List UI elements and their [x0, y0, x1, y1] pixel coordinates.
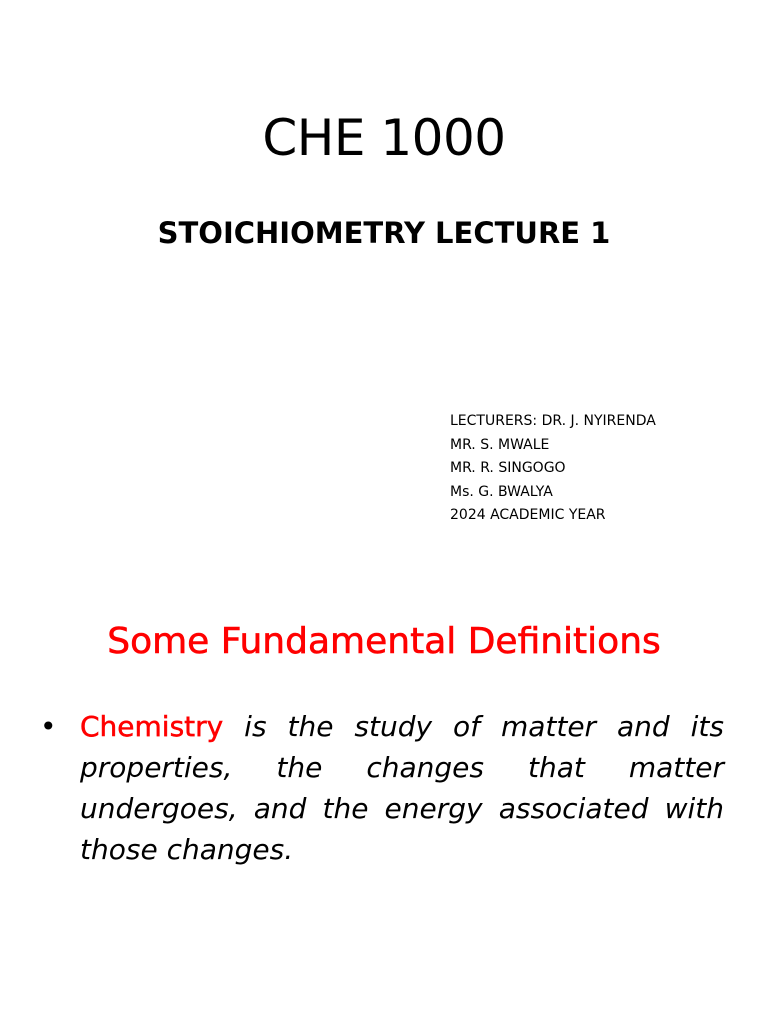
list-item — [40, 706, 724, 870]
definition-term: Chemistry — [80, 710, 224, 743]
definition-list — [40, 706, 724, 870]
lecturer-list — [450, 410, 656, 528]
lecturer-line: Ms. G. BWALYA — [450, 483, 553, 500]
definition-text: is the study of matter and its properties, the changes that matter undergoes, and the energy associated with those changes. — [80, 710, 724, 866]
lecture-title: STOICHIOMETRY LECTURE 1 — [157, 216, 611, 250]
lecturer-line: MR. R. SINGOGO — [450, 460, 566, 476]
course-code: CHE 1000 — [262, 109, 506, 167]
bullet-icon: • — [40, 710, 57, 743]
lecturer-line: MR. S. MWALE — [450, 436, 550, 453]
lecturer-line: LECTURERS: DR. J. NYIRENDA — [450, 413, 656, 429]
academic-year: 2024 ACADEMIC YEAR — [450, 507, 606, 523]
definitions-heading: Some Fundamental Definitions — [107, 621, 661, 662]
definitions-slide — [0, 580, 768, 1024]
